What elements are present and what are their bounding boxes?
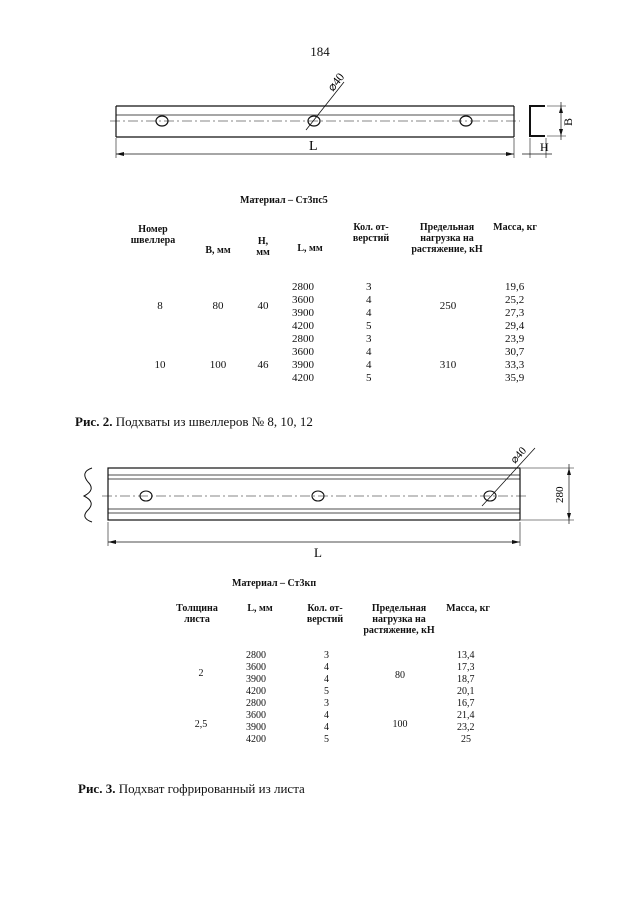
fig3-g2-r2-mass: 21,4 bbox=[457, 710, 475, 721]
fig3-g1-r4-l: 4200 bbox=[246, 686, 266, 697]
fig3-g1-r4-mass: 20,1 bbox=[457, 686, 475, 697]
fig2-g1-r2-mass: 25,2 bbox=[505, 294, 525, 306]
fig2-g1-r4-l: 4200 bbox=[292, 320, 314, 332]
fig2-g2-r1-mass: 23,9 bbox=[505, 333, 525, 345]
fig3-g2-r2-holes: 4 bbox=[324, 710, 329, 721]
fig3-g1-r1-mass: 13,4 bbox=[457, 650, 475, 661]
corrugation-profile bbox=[84, 468, 92, 522]
fig3-g2-r4-holes: 5 bbox=[324, 734, 329, 745]
fig3-g2-thickness: 2,5 bbox=[194, 719, 208, 730]
fig3-g2-r3-holes: 4 bbox=[324, 722, 329, 733]
fig2-g2-b: 100 bbox=[209, 359, 227, 371]
diameter-label: ⌀40 bbox=[324, 70, 348, 94]
fig2-g1-h: 40 bbox=[257, 300, 269, 312]
length-label: L bbox=[309, 139, 318, 154]
figure3-caption-text: Подхват гофрированный из листа bbox=[118, 781, 305, 796]
fig2-g2-r3-l: 3900 bbox=[292, 359, 314, 371]
figure2-caption-text: Подхваты из швеллеров № 8, 10, 12 bbox=[115, 414, 313, 429]
fig2-g1-number: 8 bbox=[157, 300, 163, 312]
fig2-header-l: L, мм bbox=[297, 243, 323, 254]
fig3-header-load: Предельная нагрузка на растяжение, кН bbox=[363, 603, 435, 636]
fig3-header-holes: Кол. от-верстий bbox=[306, 603, 344, 625]
fig2-g2-r1-holes: 3 bbox=[366, 333, 372, 345]
figure3-caption-label: Рис. 3. bbox=[78, 781, 116, 796]
fig2-g1-r3-holes: 4 bbox=[366, 307, 372, 319]
fig2-g1-r4-mass: 29,4 bbox=[505, 320, 525, 332]
figure3-caption bbox=[78, 781, 305, 797]
length-label: L bbox=[314, 545, 322, 560]
height-label: 280 bbox=[554, 486, 566, 503]
fig3-g1-r3-mass: 18,7 bbox=[457, 674, 475, 685]
fig2-header-number: Номер швеллера bbox=[130, 224, 176, 246]
fig2-header-load: Предельная нагрузка на растяжение, кН bbox=[411, 222, 483, 255]
fig3-g2-load: 100 bbox=[392, 719, 408, 730]
fig2-header-b: В, мм bbox=[205, 245, 231, 256]
fig2-g2-r2-holes: 4 bbox=[366, 346, 372, 358]
fig2-g1-r4-holes: 5 bbox=[366, 320, 372, 332]
fig2-g2-r4-holes: 5 bbox=[366, 372, 372, 384]
fig3-g1-r2-mass: 17,3 bbox=[457, 662, 475, 673]
fig2-header-mass: Масса, кг bbox=[493, 222, 537, 233]
fig2-g1-r2-l: 3600 bbox=[292, 294, 314, 306]
channel-section bbox=[530, 106, 545, 136]
fig2-g2-r3-holes: 4 bbox=[366, 359, 372, 371]
fig3-g1-r2-l: 3600 bbox=[246, 662, 266, 673]
fig3-g2-r4-mass: 25 bbox=[461, 734, 471, 745]
fig2-g2-r4-mass: 35,9 bbox=[505, 372, 525, 384]
fig2-g1-b: 80 bbox=[212, 300, 224, 312]
fig3-header-mass: Масса, кг bbox=[446, 603, 490, 614]
fig3-g2-r1-l: 2800 bbox=[246, 698, 266, 709]
fig3-g2-r1-holes: 3 bbox=[324, 698, 329, 709]
fig2-g1-r1-mass: 19,6 bbox=[505, 281, 525, 293]
fig3-g1-r2-holes: 4 bbox=[324, 662, 329, 673]
figure3-drawing bbox=[0, 440, 640, 575]
fig3-g2-r2-l: 3600 bbox=[246, 710, 266, 721]
figure2-caption-label: Рис. 2. bbox=[75, 414, 113, 429]
fig3-g1-r3-holes: 4 bbox=[324, 674, 329, 685]
fig2-g1-r2-holes: 4 bbox=[366, 294, 372, 306]
fig2-g1-load: 250 bbox=[439, 300, 457, 312]
diameter-label: ⌀40 bbox=[508, 444, 530, 467]
fig2-g2-r4-l: 4200 bbox=[292, 372, 314, 384]
width-label: B bbox=[561, 117, 575, 126]
fig3-g1-r3-l: 3900 bbox=[246, 674, 266, 685]
fig2-g2-r2-mass: 30,7 bbox=[505, 346, 525, 358]
fig2-g1-r3-l: 3900 bbox=[292, 307, 314, 319]
fig2-g2-number: 10 bbox=[154, 359, 166, 371]
fig2-g2-r1-l: 2800 bbox=[292, 333, 314, 345]
sheet-outline bbox=[108, 468, 520, 520]
fig3-g2-r3-l: 3900 bbox=[246, 722, 266, 733]
fig2-g2-h: 46 bbox=[257, 359, 269, 371]
fig3-g1-r1-holes: 3 bbox=[324, 650, 329, 661]
height-label: H bbox=[540, 140, 549, 154]
fig2-header-h: Н, мм bbox=[256, 236, 270, 258]
fig3-g1-thickness: 2 bbox=[198, 668, 204, 679]
fig2-g2-r3-mass: 33,3 bbox=[505, 359, 525, 371]
fig3-g2-r3-mass: 23,2 bbox=[457, 722, 475, 733]
fig3-g1-load: 80 bbox=[395, 670, 405, 681]
fig2-g1-r1-l: 2800 bbox=[292, 281, 314, 293]
fig2-g1-r1-holes: 3 bbox=[366, 281, 372, 293]
fig3-header-l: L, мм bbox=[247, 603, 273, 614]
fig3-g1-r1-l: 2800 bbox=[246, 650, 266, 661]
figure2-caption bbox=[75, 414, 313, 430]
fig2-g1-r3-mass: 27,3 bbox=[505, 307, 525, 319]
fig2-header-holes: Кол. от-верстий bbox=[352, 222, 390, 244]
fig3-header-thickness: Толщина листа bbox=[176, 603, 218, 625]
fig2-g2-r2-l: 3600 bbox=[292, 346, 314, 358]
page-number: 184 bbox=[310, 44, 330, 59]
fig3-g2-r4-l: 4200 bbox=[246, 734, 266, 745]
fig2-g2-load: 310 bbox=[439, 359, 457, 371]
figure2-drawing bbox=[0, 0, 640, 175]
fig3-g1-r4-holes: 5 bbox=[324, 686, 329, 697]
figure2-material: Материал – Ст3пс5 bbox=[240, 195, 328, 206]
fig3-g2-r1-mass: 16,7 bbox=[457, 698, 475, 709]
figure3-material: Материал – Ст3кп bbox=[232, 578, 317, 589]
